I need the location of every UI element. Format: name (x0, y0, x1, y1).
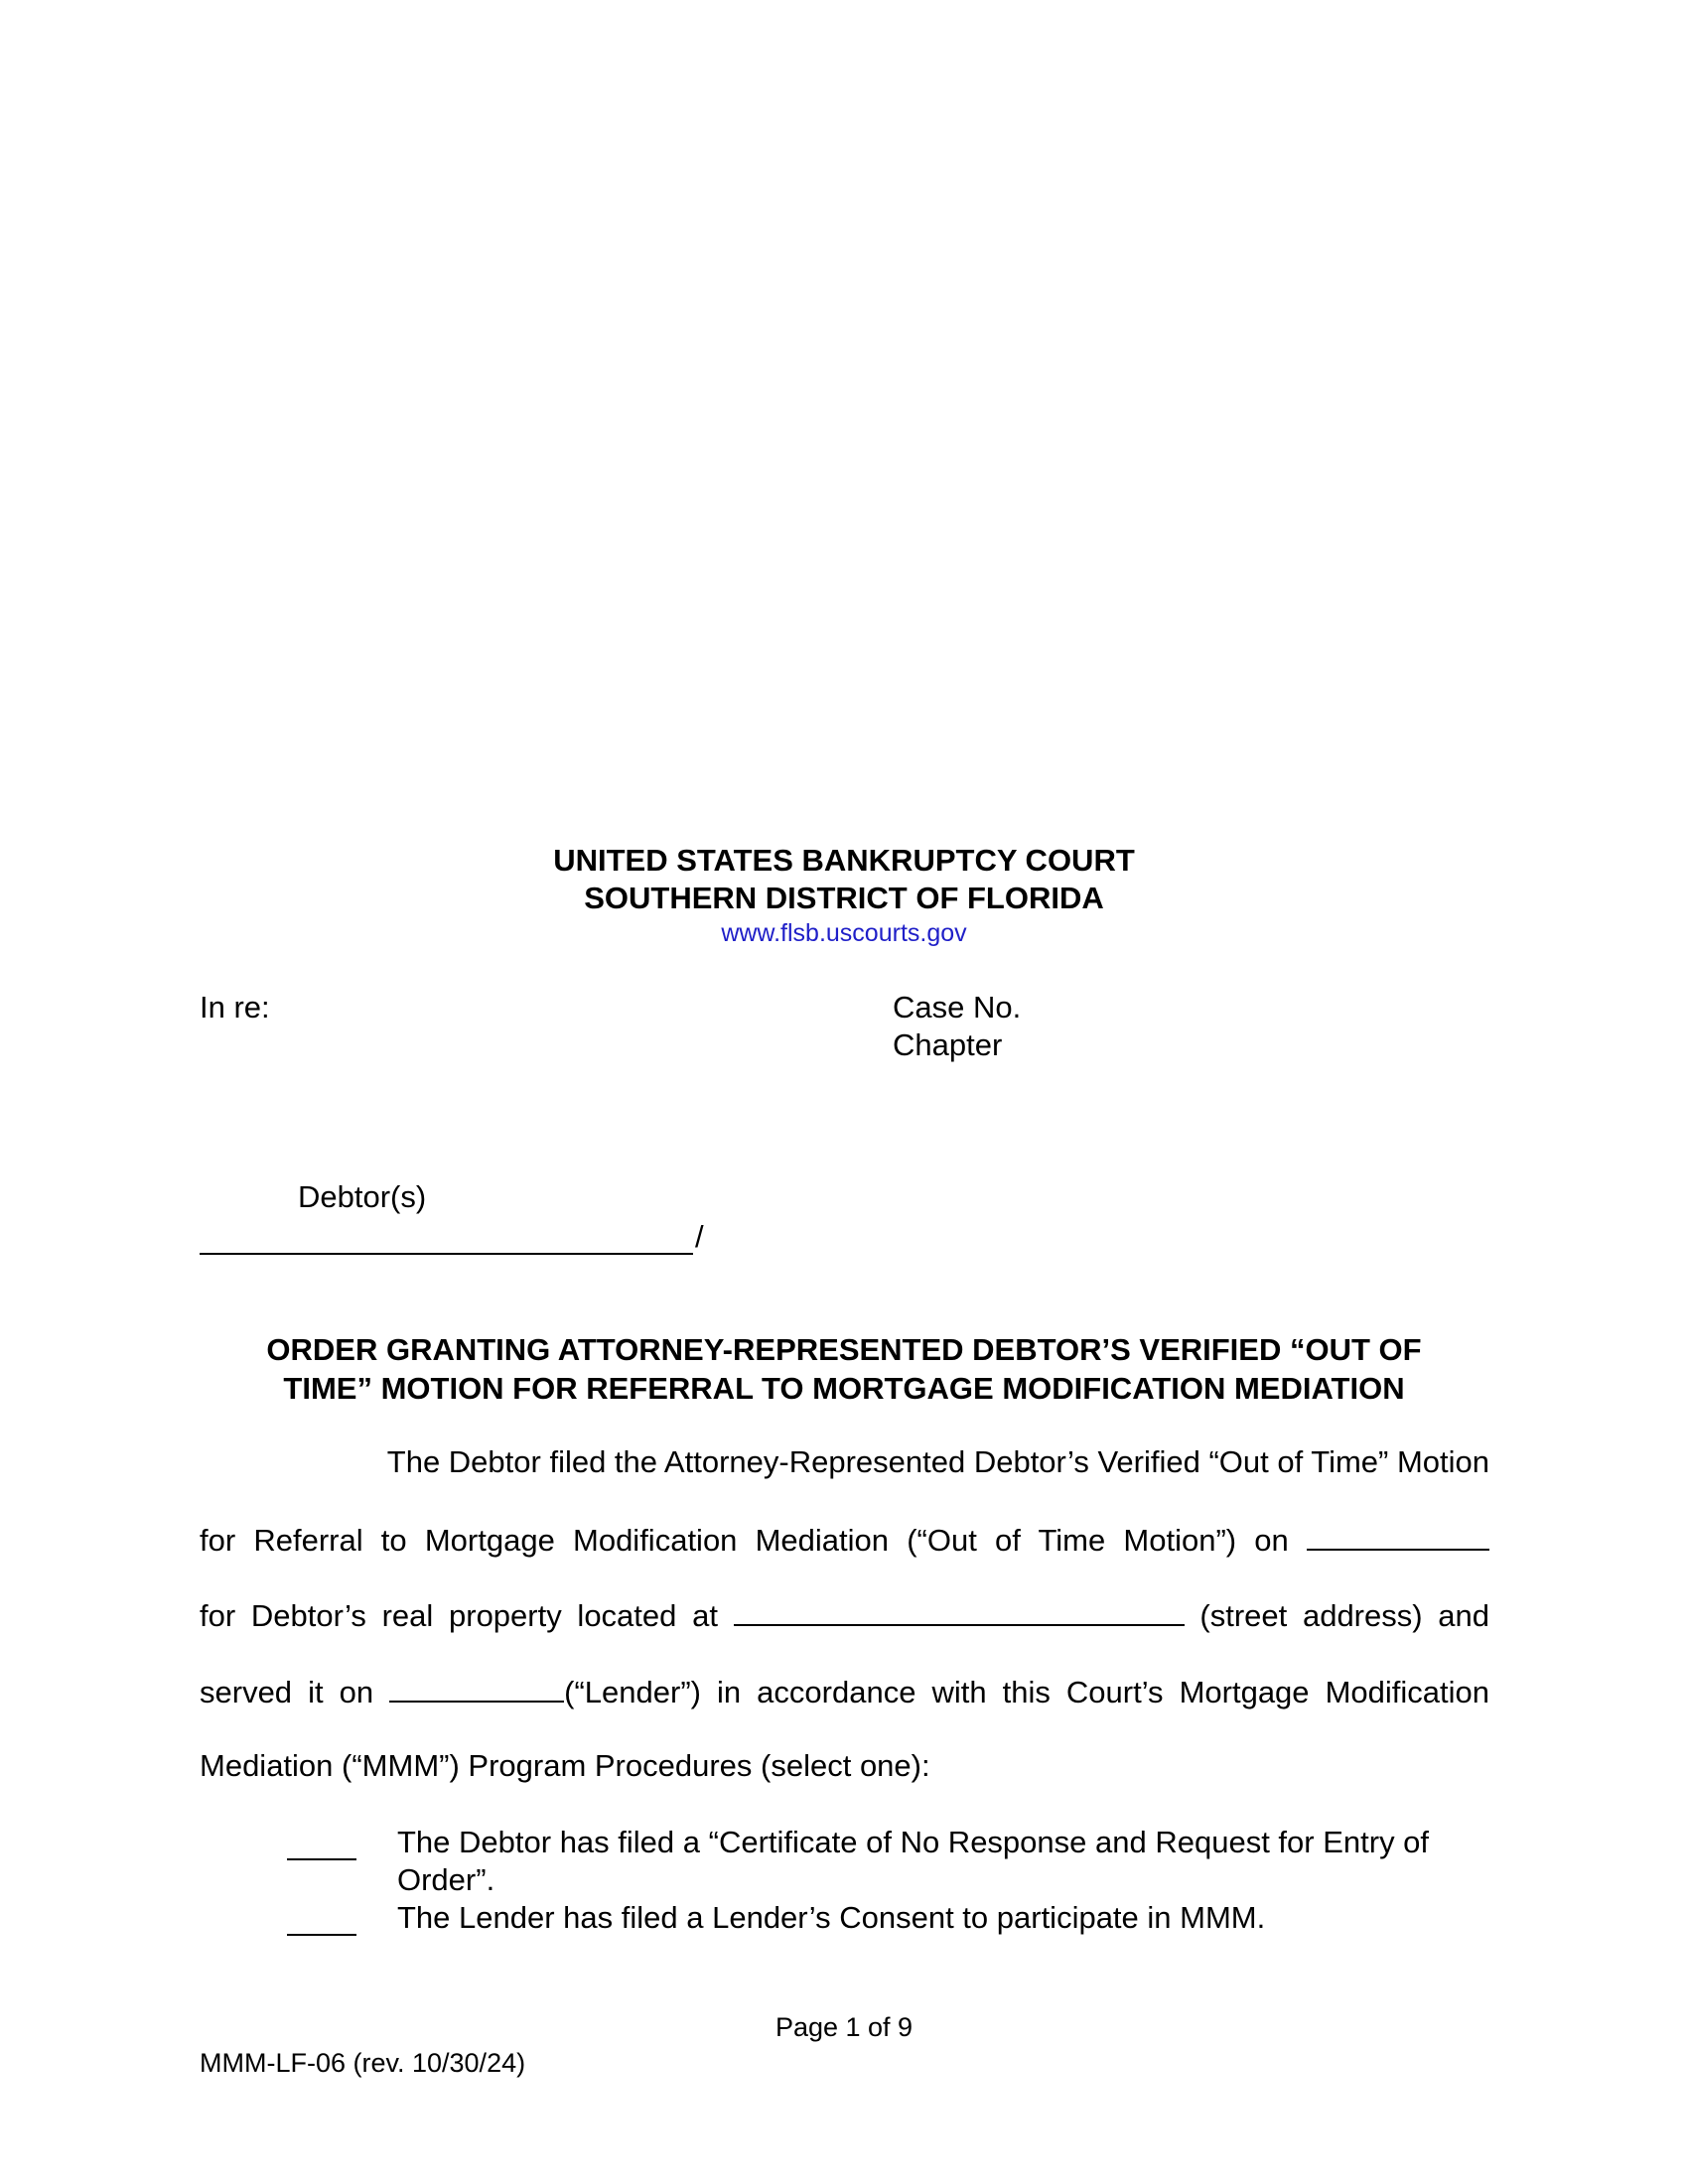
body-line-3-text-b: (street address) and (1199, 1598, 1490, 1633)
court-website-link[interactable]: www.flsb.uscourts.gov (721, 919, 967, 947)
debtors-label: Debtor(s) (298, 1179, 427, 1214)
option-1-text: The Debtor has filed a “Certificate of No Response and Request for Entry of Order”. (397, 1825, 1430, 1897)
body-line-4-text-b: (“Lender”) in accordance with this Court’s Mortgage Modification (564, 1675, 1489, 1709)
body-line-5 (200, 1748, 1489, 1784)
court-name-heading: UNITED STATES BANKRUPTCY COURT (553, 843, 1135, 878)
in-re-label: In re: (200, 990, 270, 1024)
body-line-1 (200, 1444, 1489, 1480)
order-title-line-2: TIME” MOTION FOR REFERRAL TO MORTGAGE MODIFICATION MEDIATION (283, 1371, 1405, 1406)
chapter-label: Chapter (893, 1027, 1003, 1062)
street-address-blank[interactable] (734, 1596, 1185, 1626)
debtor-name-line[interactable] (200, 1253, 693, 1255)
body-line-4-text-a: served it on (200, 1675, 374, 1709)
body-line-2-text: for Referral to Mortgage Modification Mediation (“Out of Time Motion”) on (200, 1523, 1289, 1558)
motion-date-blank[interactable] (1307, 1521, 1489, 1551)
option-1-checkbox-blank[interactable] (287, 1856, 356, 1860)
caption-slash: / (695, 1219, 704, 1254)
court-district-heading: SOUTHERN DISTRICT OF FLORIDA (584, 881, 1104, 915)
body-line-5-text: Mediation (“MMM”) Program Procedures (select one): (200, 1748, 930, 1783)
body-line-1-text: The Debtor filed the Attorney-Represented Debtor’s Verified “Out of Time” Motion (386, 1444, 1489, 1479)
lender-name-blank[interactable] (389, 1673, 564, 1703)
body-line-3-text-a: for Debtor’s real property located at (200, 1598, 718, 1633)
body-line-2 (200, 1521, 1489, 1559)
body-line-3 (200, 1596, 1489, 1634)
option-2-text: The Lender has filed a Lender’s Consent to participate in MMM. (397, 1900, 1266, 1935)
form-identifier: MMM-LF-06 (rev. 10/30/24) (200, 2048, 526, 2078)
order-title-line-1: ORDER GRANTING ATTORNEY-REPRESENTED DEBTOR’S VERIFIED “OUT OF (266, 1332, 1422, 1367)
body-line-4 (200, 1673, 1489, 1710)
option-2-checkbox-blank[interactable] (287, 1932, 356, 1936)
page-number: Page 1 of 9 (774, 2012, 914, 2042)
case-number-label: Case No. (893, 990, 1022, 1024)
